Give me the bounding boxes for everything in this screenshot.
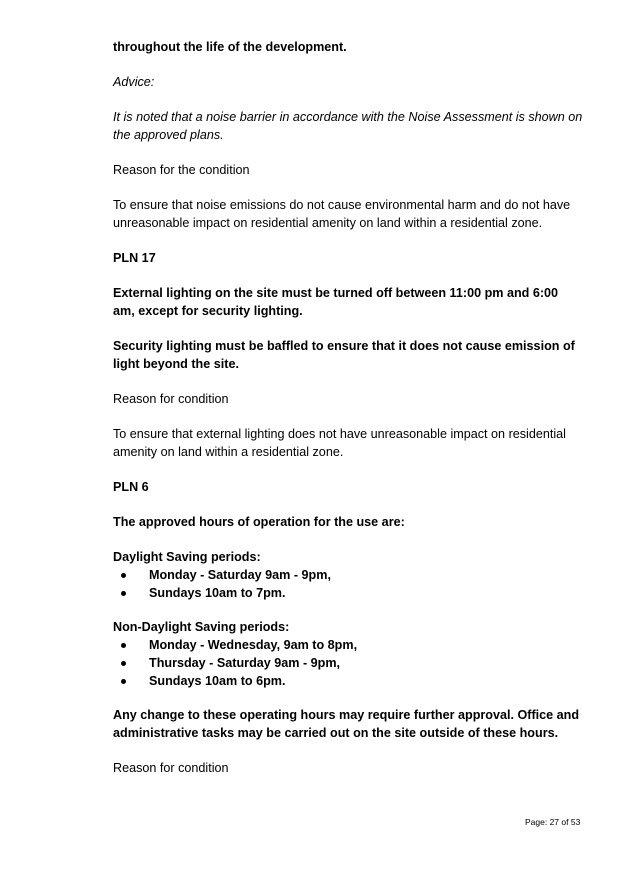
reason-text-lighting: To ensure that external lighting does not have unreasonable impact on residential amenity on land within a residential zone. [113,427,566,459]
list-item: Monday - Saturday 9am - 9pm, [113,566,583,584]
reason-text-noise: To ensure that noise emissions do not cause environmental harm and do not have unreasonable impact on residential amenity on land within a residential zone. [113,198,571,230]
page-content [113,38,583,794]
condition-text-security-lighting: Security lighting must be baffled to ensure that it does not cause emission of light beyond the site. [113,339,575,371]
list-item: Monday - Wednesday, 9am to 8pm, [113,636,583,654]
reason-label-hours: Reason for condition [113,761,229,775]
bullet-icon [121,643,126,648]
advice-label: Advice: [113,75,155,89]
list-item: Thursday - Saturday 9am - 9pm, [113,654,583,672]
hours-change-note: Any change to these operating hours may require further approval. Office and administrative tasks may be carried out on the site outside of these hours. [113,708,580,740]
list-item: Sundays 10am to 6pm. [113,672,583,690]
condition-heading-pln6: PLN 6 [113,480,149,494]
reason-label-noise: Reason for the condition [113,163,250,177]
bullet-icon [121,591,126,596]
non-daylight-saving-list [113,636,583,690]
daylight-saving-list [113,566,583,602]
advice-text: It is noted that a noise barrier in accordance with the Noise Assessment is shown on the approved plans. [113,110,583,142]
reason-label-lighting: Reason for condition [113,392,229,406]
paragraph-continuation: throughout the life of the development. [113,40,347,54]
bullet-icon [121,661,126,666]
condition-heading-pln17: PLN 17 [113,251,156,265]
non-daylight-saving-label: Non-Daylight Saving periods: [113,620,290,634]
condition-text-lighting: External lighting on the site must be turned off between 11:00 pm and 6:00 am, except for security lighting. [113,286,559,318]
hours-intro: The approved hours of operation for the use are: [113,515,405,529]
bullet-icon [121,679,126,684]
page-number: Page: 27 of 53 [525,817,581,827]
daylight-saving-label: Daylight Saving periods: [113,550,261,564]
bullet-icon [121,573,126,578]
list-item: Sundays 10am to 7pm. [113,584,583,602]
